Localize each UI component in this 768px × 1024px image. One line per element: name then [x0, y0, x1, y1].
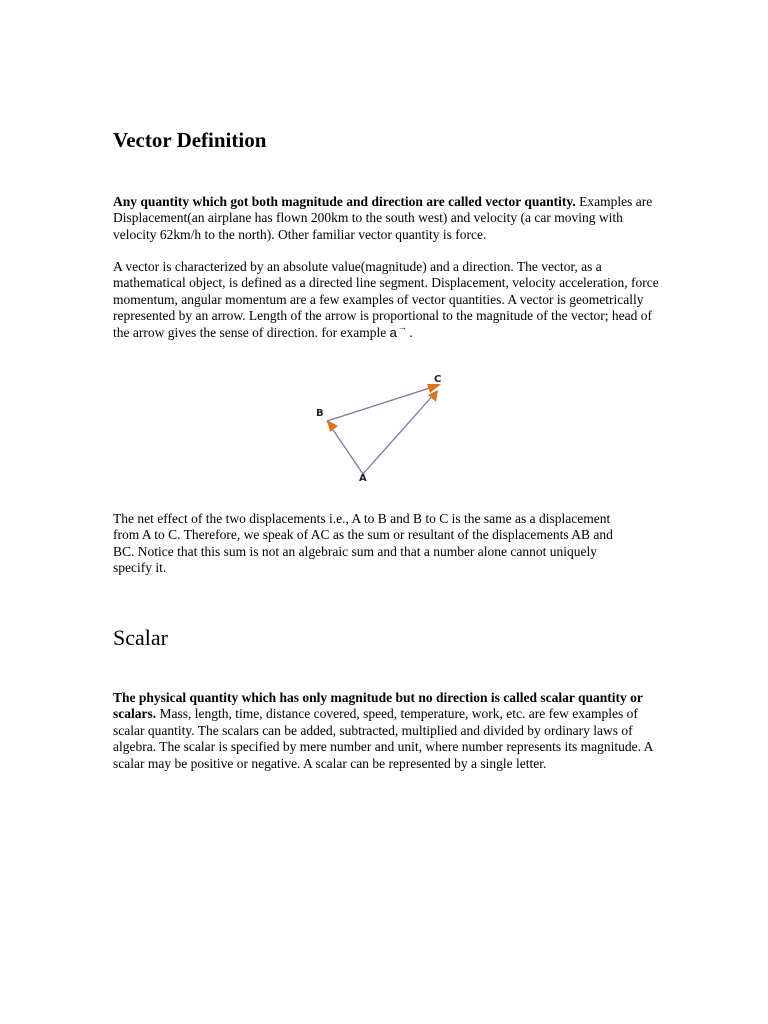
point-c-label: C: [434, 374, 442, 385]
example-vector-symbol: a: [389, 324, 397, 340]
point-a-label: A: [359, 473, 367, 484]
scalar-examples-text: Mass, length, time, distance covered, speed, temperature, work, etc. are few examples of scalar quantity. The scalars can be added, subtracted, multiplied and divided by ordinary laws of algebra. The scalar is specified by mere number and unit, where number represents its magnitude. A scalar may be positive or negative. A scalar can be represented by a single letter.: [113, 706, 653, 771]
scalar-definition-bold: The physical quantity which has only magnitude but no direction is called scalar quantity or scalars.: [113, 690, 643, 722]
vector-characterization-paragraph: [113, 259, 668, 342]
vector-arrow-icon: →: [397, 321, 407, 332]
vector-bc-line: [327, 385, 439, 421]
vector-examples-text: Examples are Displacement(an airplane has flown 200km to the south west) and velocity (a car moving with velocity 62km/h to the north). Other familiar vector quantity is force.: [113, 194, 653, 242]
vector-triangle-diagram: [313, 368, 463, 488]
vector-addition-figure: [313, 368, 463, 488]
example-period: .: [409, 324, 413, 340]
scalar-definition-paragraph: [113, 690, 661, 772]
vector-definition-bold: Any quantity which got both magnitude and direction are called vector quantity.: [113, 194, 576, 209]
arrowhead-ac-icon: [428, 390, 438, 402]
point-b-label: B: [316, 408, 324, 419]
vector-definition-paragraph: [113, 194, 668, 243]
arrowhead-c-icon: [427, 384, 441, 393]
vector-heading: Vector Definition: [113, 128, 267, 152]
net-effect-paragraph: The net effect of the two displacements i.e., A to B and B to C is the same as a displacement from A to C. Therefore, we speak of AC as the sum or resultant of the displacements AB and BC. Notice that this sum is not an algebraic sum and that a number alone cannot uniquely specify it.: [113, 511, 613, 576]
vector-characterization-text: A vector is characterized by an absolute value(magnitude) and a direction. The vector, as a mathematical object, is defined as a directed line segment. Displacement, velocity acceleration, force momentum, angular momentum are a few examples of vector quantities. A vector is geometrically represented by an arrow. Length of the arrow is proportional to the magnitude of the vector; head of the arrow gives the sense of direction. for example: [113, 259, 659, 340]
vector-ac-line: [363, 393, 435, 474]
scalar-heading: Scalar: [113, 625, 168, 650]
